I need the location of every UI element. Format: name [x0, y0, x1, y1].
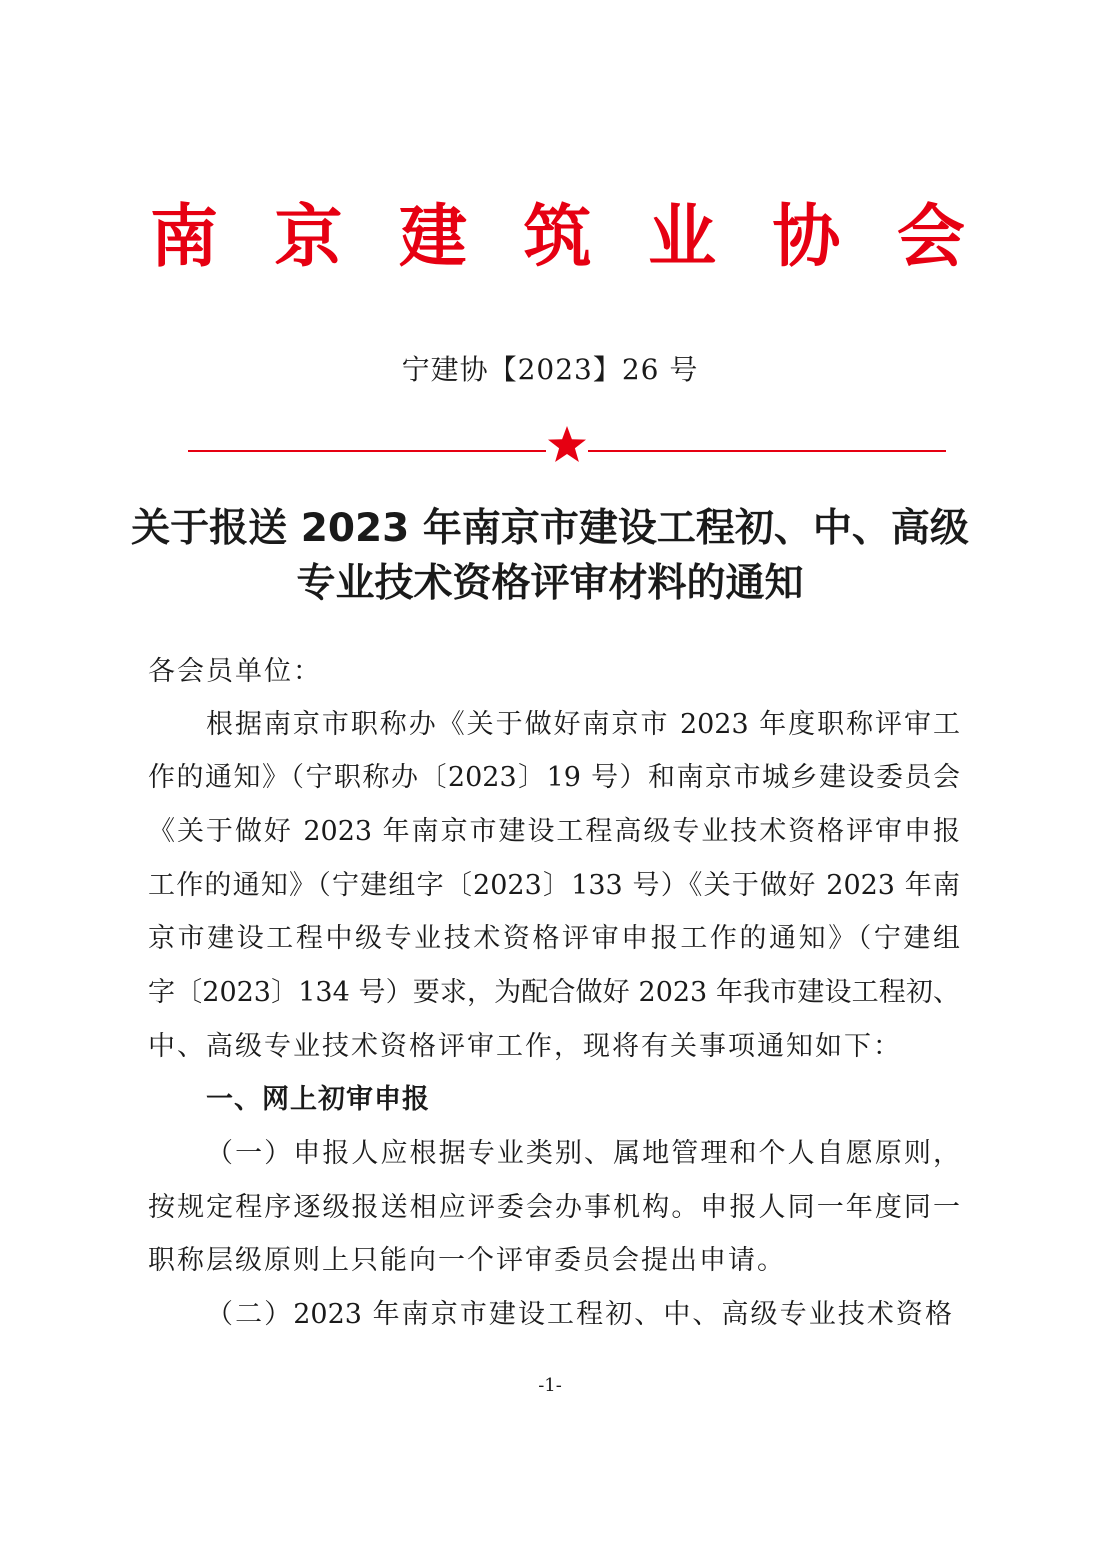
org-title-char: 筑	[523, 198, 592, 277]
body-line: 职称层级原则上只能向一个评审委员会提出申请。	[148, 1245, 786, 1276]
section-heading: 一、网上初审申报	[206, 1084, 430, 1115]
org-title-char: 京	[274, 198, 343, 277]
document-number: 宁建协【2023】26 号	[401, 353, 699, 386]
page-number: -1-	[538, 1375, 562, 1396]
notice-title-line-2: 专业技术资格评审材料的通知	[296, 561, 804, 606]
organization-title	[150, 198, 965, 278]
body-line: 中、高级专业技术资格评审工作，现将有关事项通知如下：	[148, 1031, 902, 1062]
body-line: （一）申报人应根据专业类别、属地管理和个人自愿原则，	[206, 1138, 960, 1169]
body-line: 作的通知》（宁职称办〔2023〕19 号）和南京市城乡建设委员会	[148, 762, 960, 793]
org-title-char: 会	[896, 198, 965, 277]
salutation: 各会员单位：	[148, 656, 322, 687]
body-line: （二）2023 年南京市建设工程初、中、高级专业技术资格	[206, 1299, 952, 1330]
org-title-char: 南	[150, 198, 219, 277]
red-divider-right	[588, 450, 946, 452]
body-line: 《关于做好 2023 年南京市建设工程高级专业技术资格评审申报	[148, 816, 960, 847]
org-title-char: 建	[398, 198, 467, 277]
body-line: 字〔2023〕134 号）要求，为配合做好 2023 年我市建设工程初、	[148, 977, 960, 1008]
body-line: 京市建设工程中级专业技术资格评审申报工作的通知》（宁建组	[148, 923, 960, 954]
body-line: 按规定程序逐级报送相应评委会办事机构。申报人同一年度同一	[148, 1192, 960, 1223]
red-divider-left	[188, 450, 546, 452]
org-title-char: 业	[647, 198, 716, 277]
body-line: 工作的通知》（宁建组字〔2023〕133 号）《关于做好 2023 年南	[148, 870, 960, 901]
star-icon	[546, 424, 588, 466]
org-title-char: 协	[772, 198, 841, 277]
body-line: 根据南京市职称办《关于做好南京市 2023 年度职称评审工	[206, 709, 960, 740]
notice-title-line-1: 关于报送 2023 年南京市建设工程初、中、高级	[131, 506, 969, 551]
